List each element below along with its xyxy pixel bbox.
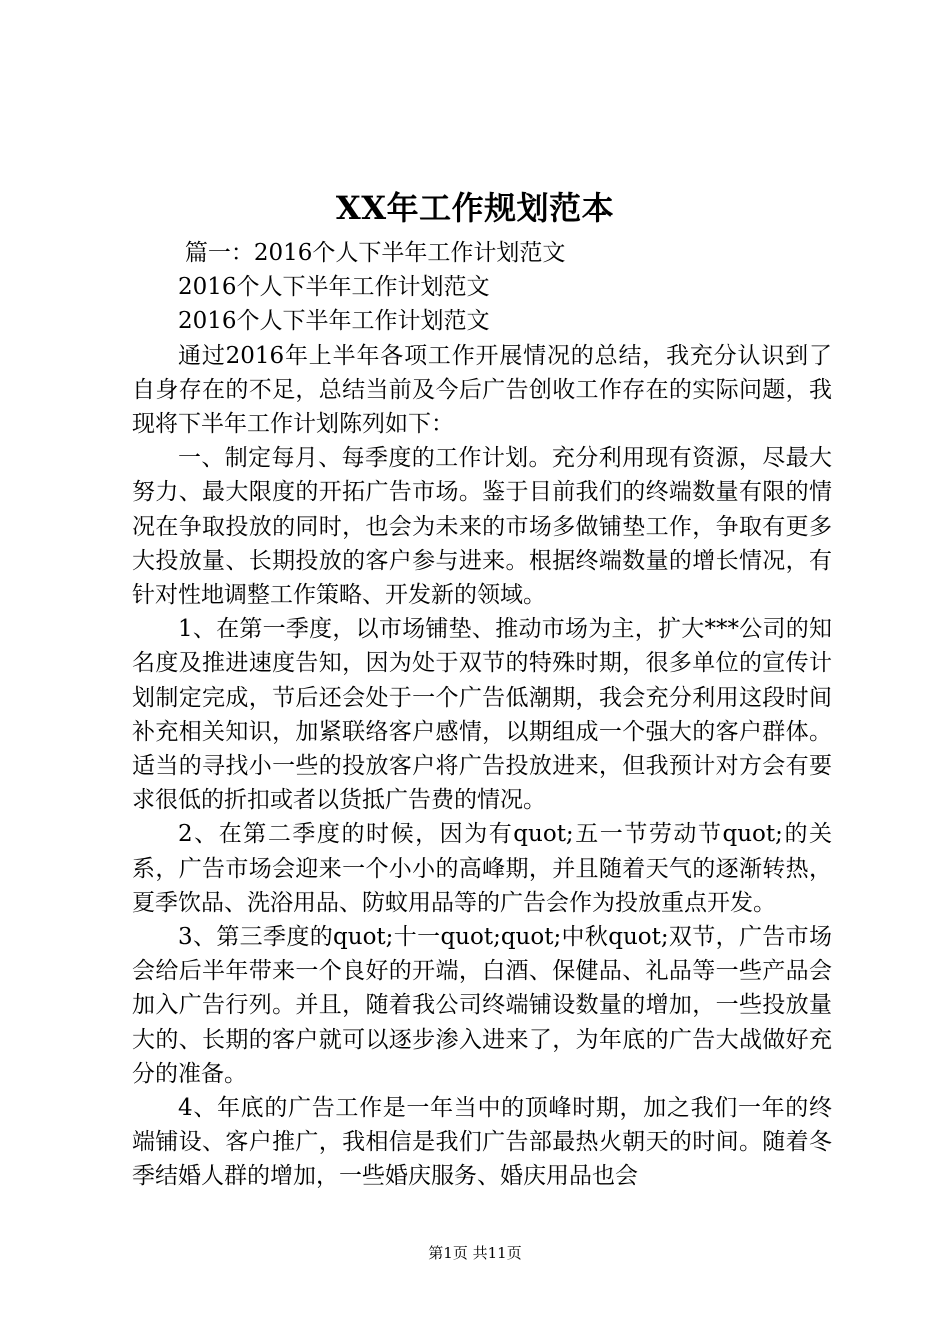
paragraph: 1、在第一季度，以市场铺垫、推动市场为主，扩大***公司的知名度及推进速度告知，因为处于双节的特殊时期，很多单位的宣传计划制定完成，节后还会处于一个广告低潮期，我会充分利用这段时间补充相关知识，加紧联络客户感情，以期组成一个强大的客户群体。适当的寻找小一些的投放客户将广告投放进来，但我预计对方会有要求很低的折扣或者以货抵广告费的情况。 (132, 616, 832, 814)
paragraph: 3、第三季度的quot;十一quot;quot;中秋quot;双节，广告市场会给后半年带来一个良好的开端，白酒、保健品、礼品等一些产品会加入广告行列。并且，随着我公司终端铺设数量的增加，一些投放量大的、长期的客户就可以逐步渗入进来了，为年底的广告大战做好充分的准备。 (132, 924, 832, 1087)
page-number: 第1页 共11页 (428, 1244, 522, 1262)
subheading: 2016个人下半年工作计划范文 (178, 308, 490, 335)
paragraph: 2、在第二季度的时候，因为有quot;五一节劳动节quot;的关系，广告市场会迎来一个小小的高峰期，并且随着天气的逐渐转热，夏季饮品、洗浴用品、防蚊用品等的广告会作为投放重点开发。 (132, 821, 832, 916)
document-title: XX年工作规划范本 (335, 189, 615, 227)
subheading: 2016个人下半年工作计划范文 (178, 274, 490, 301)
paragraph: 一、制定每月、每季度的工作计划。充分利用现有资源，尽最大努力、最大限度的开拓广告市场。鉴于目前我们的终端数量有限的情况在争取投放的同时，也会为未来的市场多做铺垫工作，争取有更多大投放量、长期投放的客户参与进来。根据终端数量的增长情况，有针对性地调整工作策略、开发新的领域。 (132, 445, 832, 609)
section-heading: 篇一：2016个人下半年工作计划范文 (184, 240, 566, 266)
paragraph: 通过2016年上半年各项工作开展情况的总结，我充分认识到了自身存在的不足，总结当前及今后广告创收工作存在的实际问题，我现将下半年工作计划陈列如下： (132, 342, 832, 438)
paragraph: 4、年底的广告工作是一年当中的顶峰时期，加之我们一年的终端铺设、客户推广，我相信是我们广告部最热火朝天的时间。随着冬季结婚人群的增加，一些婚庆服务、婚庆用品也会 (132, 1095, 832, 1190)
document-body (132, 236, 832, 1194)
